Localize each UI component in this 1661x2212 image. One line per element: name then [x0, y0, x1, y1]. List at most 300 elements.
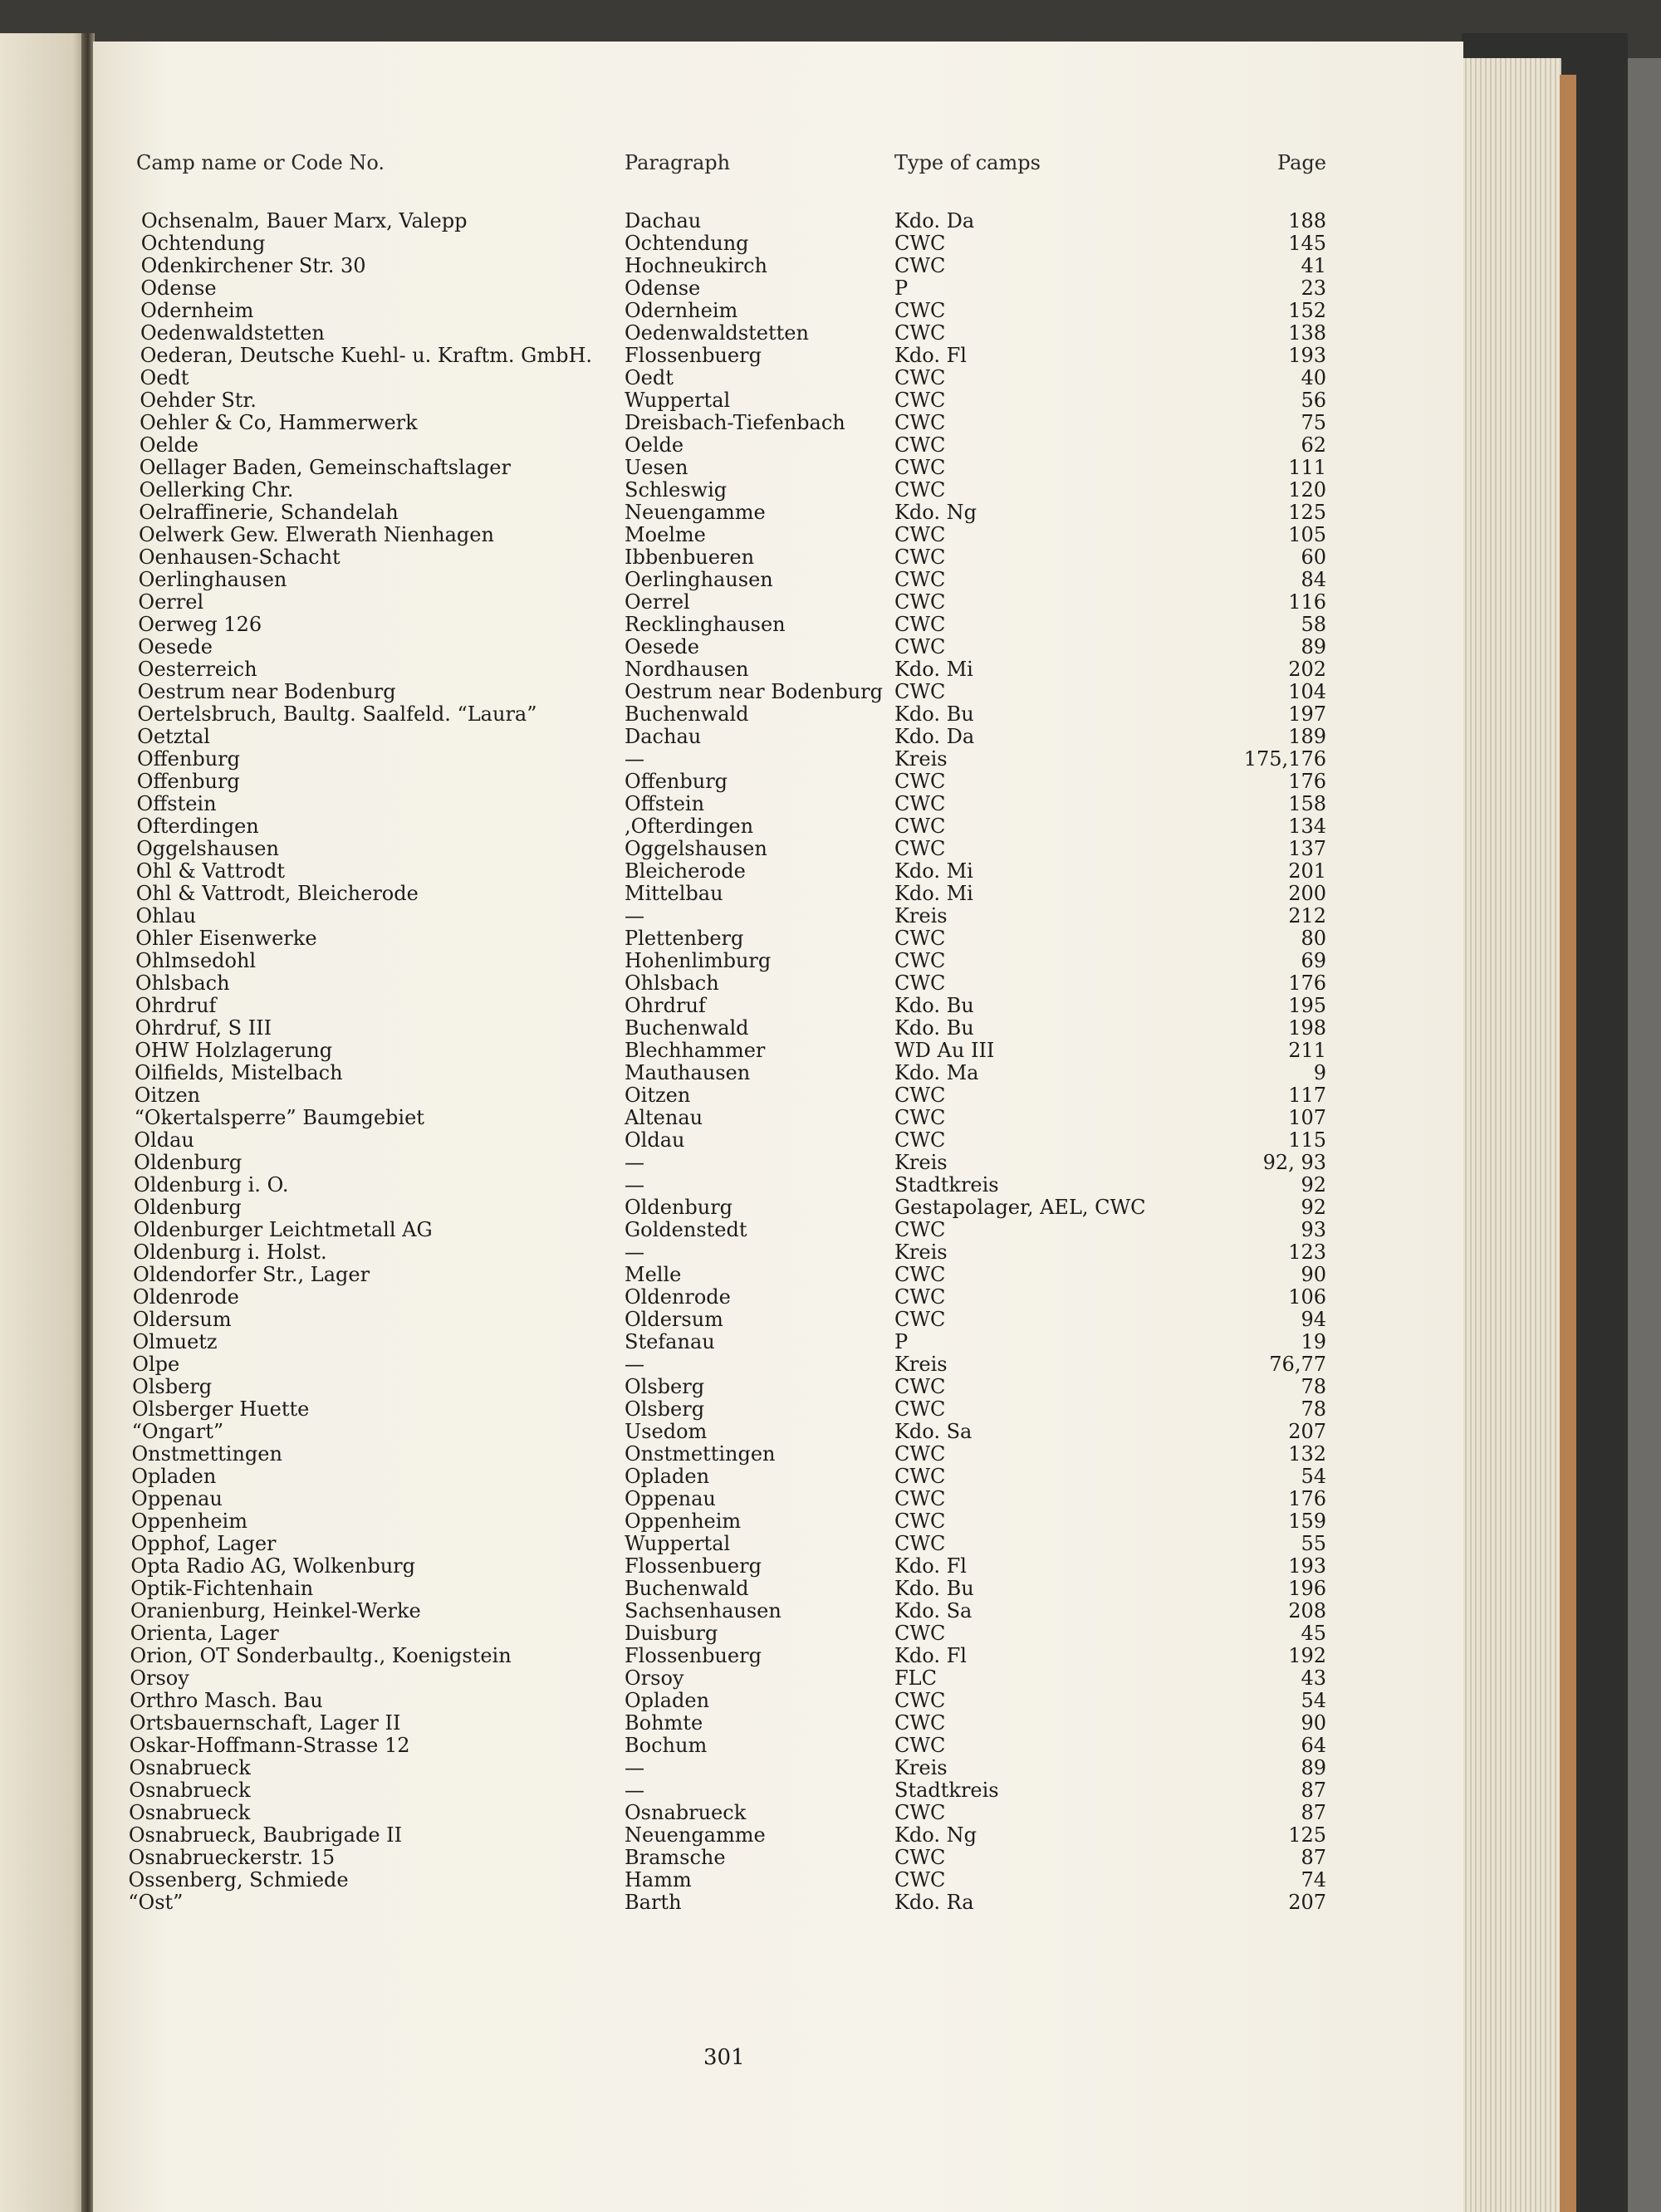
paragraph: Schleswig — [625, 478, 728, 502]
paragraph: Olsberg — [625, 1397, 705, 1421]
camp-type: CWC — [894, 1308, 946, 1331]
camp-type: CWC — [894, 389, 946, 412]
camp-name: Oppenau — [131, 1487, 223, 1510]
table-row — [93, 1869, 1463, 1891]
page-ref: 58 — [1301, 613, 1326, 636]
camp-type: CWC — [894, 971, 946, 995]
paragraph: Oggelshausen — [625, 837, 767, 860]
camp-name: Ohler Eisenwerke — [135, 927, 317, 950]
page-ref: 93 — [1301, 1218, 1326, 1241]
page-ref: 176 — [1288, 971, 1326, 995]
table-row — [93, 1286, 1463, 1309]
table-header — [93, 152, 1463, 174]
page-ref: 176 — [1288, 1487, 1326, 1510]
page-ref: 192 — [1288, 1644, 1326, 1667]
camp-type: Kdo. Ng — [894, 1823, 977, 1847]
paragraph: Hochneukirch — [625, 254, 767, 277]
left-page — [0, 33, 91, 2212]
paragraph: Flossenbuerg — [625, 344, 762, 367]
page-ref: 41 — [1301, 254, 1326, 277]
table-row — [93, 1488, 1463, 1510]
paragraph: ,Ofterdingen — [625, 815, 754, 838]
table-row — [93, 345, 1463, 367]
table-row — [93, 905, 1463, 927]
table-row — [93, 1645, 1463, 1667]
camp-type: CWC — [894, 837, 946, 860]
camp-name: Ohlmsedohl — [135, 949, 257, 972]
camp-name: OHW Holzlagerung — [135, 1039, 333, 1062]
camp-type: CWC — [894, 523, 946, 546]
camp-name: Oelde — [139, 433, 199, 457]
table-row — [93, 322, 1463, 345]
paragraph: Orsoy — [625, 1666, 684, 1690]
camp-type: CWC — [894, 1487, 946, 1510]
camp-type: CWC — [894, 1128, 946, 1152]
camp-name: Oedt — [140, 366, 189, 389]
paragraph: Mauthausen — [625, 1061, 751, 1084]
paragraph: — — [625, 1353, 644, 1376]
page-ref: 84 — [1301, 568, 1326, 591]
camp-type: Kdo. Sa — [894, 1420, 973, 1443]
page-ref: 64 — [1301, 1734, 1326, 1757]
page-ref: 60 — [1301, 546, 1326, 569]
page-ref: 138 — [1288, 321, 1326, 345]
page-ref: 212 — [1288, 904, 1326, 927]
camp-name: Olsberger Huette — [131, 1397, 310, 1421]
camp-name: Opphof, Lager — [130, 1532, 277, 1555]
table-row — [93, 502, 1463, 524]
page-ref: 111 — [1288, 456, 1326, 479]
camp-name: Oldendorfer Str., Lager — [133, 1263, 370, 1286]
camp-type: WD Au III — [894, 1039, 995, 1062]
table-row — [93, 972, 1463, 995]
camp-type: Kdo. Sa — [894, 1599, 973, 1622]
table-row — [93, 950, 1463, 972]
camp-name: Oldenburg — [134, 1151, 243, 1174]
paragraph: Plettenberg — [625, 927, 744, 950]
table-row — [93, 1824, 1463, 1847]
page-ref: 115 — [1288, 1128, 1326, 1152]
table-row — [93, 726, 1463, 748]
page-ref: 132 — [1288, 1442, 1326, 1466]
table-row — [93, 232, 1463, 255]
camp-type: Gestapolager, AEL, CWC — [894, 1196, 1146, 1219]
paragraph: Melle — [625, 1263, 682, 1286]
camp-name: Optik-Fichtenhain — [130, 1577, 314, 1600]
paragraph: Dachau — [625, 725, 702, 748]
page-ref: 56 — [1301, 389, 1326, 412]
table-row — [93, 927, 1463, 950]
camp-name: Oldenburg — [133, 1196, 242, 1219]
paragraph: Dreisbach-Tiefenbach — [625, 411, 845, 434]
table-row — [93, 1690, 1463, 1712]
camp-type: Kdo. Bu — [894, 702, 974, 726]
page-ref: 193 — [1288, 1554, 1326, 1578]
table-row — [93, 300, 1463, 322]
camp-name: Odense — [140, 276, 217, 300]
paragraph: Stefanau — [625, 1330, 715, 1353]
camp-type: CWC — [894, 1263, 946, 1286]
paragraph: Altenau — [625, 1106, 703, 1129]
camp-name: Oerrel — [138, 590, 204, 614]
camp-type: CWC — [894, 1689, 946, 1712]
table-row — [93, 1017, 1463, 1040]
page-ref: 193 — [1288, 344, 1326, 367]
paragraph: Wuppertal — [625, 1532, 731, 1555]
camp-name: Oesede — [138, 635, 213, 658]
camp-name: Onstmettingen — [131, 1442, 282, 1466]
camp-type: Kdo. Fl — [894, 344, 967, 367]
paragraph: — — [625, 1756, 644, 1779]
paragraph: Oldau — [625, 1128, 685, 1152]
paragraph: Oestrum near Bodenburg — [625, 680, 883, 703]
page-ref: 125 — [1288, 501, 1326, 524]
table-row — [93, 412, 1463, 434]
page-ref: 201 — [1288, 859, 1326, 883]
paragraph: Offenburg — [625, 770, 728, 793]
camp-type: CWC — [894, 770, 946, 793]
camp-name: Oehler & Co, Hammerwerk — [140, 411, 418, 434]
paragraph: Nordhausen — [625, 658, 749, 681]
paragraph: Bochum — [625, 1734, 708, 1757]
camp-name: Oesterreich — [137, 658, 257, 681]
paragraph: Neuengamme — [625, 501, 766, 524]
camp-name: Oerlinghausen — [138, 568, 287, 591]
camp-type: P — [894, 276, 909, 300]
camp-name: Oehder Str. — [140, 389, 257, 412]
paragraph: Ohrdruf — [625, 994, 706, 1017]
camp-type: CWC — [894, 1106, 946, 1129]
paragraph: Oppenau — [625, 1487, 716, 1510]
page-ref: 92 — [1301, 1196, 1326, 1219]
page-ref: 176 — [1288, 770, 1326, 793]
table-row — [93, 1084, 1463, 1107]
page-ref: 145 — [1288, 232, 1326, 255]
table-row — [93, 681, 1463, 703]
page-ref: 116 — [1288, 590, 1326, 614]
paragraph: Sachsenhausen — [625, 1599, 782, 1622]
table-row — [93, 1421, 1463, 1443]
page-ref: 92, 93 — [1262, 1151, 1326, 1174]
camp-type: CWC — [894, 1734, 946, 1757]
paragraph: Oerrel — [625, 590, 690, 614]
table-row — [93, 1578, 1463, 1600]
page-ref: 195 — [1288, 994, 1326, 1017]
table-row — [93, 838, 1463, 860]
paragraph: Oedenwaldstetten — [625, 321, 809, 345]
page-number: 301 — [703, 2045, 745, 2070]
page-ref: 78 — [1301, 1397, 1326, 1421]
page-ref: 87 — [1301, 1801, 1326, 1824]
page-ref: 117 — [1288, 1084, 1326, 1107]
camp-type: CWC — [894, 792, 946, 815]
page-ref: 208 — [1288, 1599, 1326, 1622]
table-row — [93, 1174, 1463, 1197]
table-row — [93, 703, 1463, 726]
paragraph: Oelde — [625, 433, 684, 457]
paragraph: Oedt — [625, 366, 674, 389]
book-page — [93, 42, 1463, 2212]
table-row — [93, 367, 1463, 389]
page-ref: 92 — [1301, 1173, 1326, 1197]
paragraph: Odernheim — [625, 299, 738, 322]
page-ref: 75 — [1301, 411, 1326, 434]
paragraph: Oppenheim — [625, 1510, 742, 1533]
page-ref: 198 — [1288, 1016, 1326, 1040]
paragraph: Bramsche — [625, 1846, 726, 1869]
camp-type: Kreis — [894, 747, 948, 771]
camp-name: Oetztal — [137, 725, 210, 748]
page-ref: 54 — [1301, 1465, 1326, 1488]
page-ref: 123 — [1288, 1241, 1326, 1264]
paragraph: Oerlinghausen — [625, 568, 773, 591]
paragraph: Wuppertal — [625, 389, 731, 412]
camp-name: Offenburg — [136, 770, 240, 793]
table-row — [93, 434, 1463, 457]
page-ref: 43 — [1301, 1666, 1326, 1690]
page-ref: 45 — [1301, 1622, 1326, 1645]
camp-name: Oldersum — [132, 1308, 232, 1331]
paragraph: — — [625, 904, 644, 927]
page-ref: 23 — [1301, 276, 1326, 300]
table-row — [93, 1264, 1463, 1286]
paragraph: Osnabrueck — [625, 1801, 747, 1824]
camp-name: Orthro Masch. Bau — [130, 1689, 323, 1712]
page-ref: 87 — [1301, 1846, 1326, 1869]
table-row — [93, 1309, 1463, 1331]
camp-name: Ochsenalm, Bauer Marx, Valepp — [141, 209, 468, 232]
camp-type: CWC — [894, 254, 946, 277]
camp-type: Kreis — [894, 1241, 948, 1264]
camp-type: CWC — [894, 1397, 946, 1421]
table-row — [93, 255, 1463, 277]
camp-name: “Ongart” — [131, 1420, 224, 1443]
paragraph: Barth — [625, 1891, 682, 1914]
camp-type: CWC — [894, 1465, 946, 1488]
camp-name: Ortsbauernschaft, Lager II — [129, 1711, 401, 1735]
camp-type: CWC — [894, 1532, 946, 1555]
table-row — [93, 1533, 1463, 1555]
table-row — [93, 479, 1463, 502]
camp-type: Stadtkreis — [894, 1779, 999, 1802]
camp-type: CWC — [894, 1375, 946, 1398]
paragraph: Oldenburg — [625, 1196, 733, 1219]
table-row — [93, 1891, 1463, 1914]
camp-type: CWC — [894, 1285, 946, 1309]
camp-type: CWC — [894, 927, 946, 950]
page-ref: 104 — [1288, 680, 1326, 703]
page-ref: 202 — [1288, 658, 1326, 681]
camp-type: CWC — [894, 433, 946, 457]
table-row — [93, 210, 1463, 232]
header-type: Type of camps — [894, 151, 1041, 174]
camp-type: CWC — [894, 232, 946, 255]
page-ref: 137 — [1288, 837, 1326, 860]
paragraph: Blechhammer — [625, 1039, 766, 1062]
page-ref: 55 — [1301, 1532, 1326, 1555]
table-row — [93, 1622, 1463, 1645]
table-row — [93, 793, 1463, 815]
page-ref: 152 — [1288, 299, 1326, 322]
camp-type: CWC — [894, 949, 946, 972]
page-ref: 175,176 — [1243, 747, 1326, 771]
table-row — [93, 1376, 1463, 1398]
camp-name: Oranienburg, Heinkel-Werke — [130, 1599, 421, 1622]
camp-name: Offenburg — [136, 747, 240, 771]
table-row — [93, 1331, 1463, 1353]
header-camp-name: Camp name or Code No. — [136, 151, 385, 174]
paragraph: Olsberg — [625, 1375, 705, 1398]
camp-type: CWC — [894, 546, 946, 569]
camp-name: Oertelsbruch, Baultg. Saalfeld. “Laura” — [137, 702, 537, 726]
paragraph: Uesen — [625, 456, 688, 479]
camp-name: Oilfields, Mistelbach — [135, 1061, 343, 1084]
paragraph: — — [625, 1241, 644, 1264]
paragraph: Neuengamme — [625, 1823, 766, 1847]
table-row — [93, 1241, 1463, 1264]
camp-type: Kdo. Ma — [894, 1061, 979, 1084]
paragraph: Duisburg — [625, 1622, 718, 1645]
table-row — [93, 636, 1463, 658]
table-row — [93, 1353, 1463, 1376]
page-ref: 90 — [1301, 1263, 1326, 1286]
page-ref: 69 — [1301, 949, 1326, 972]
camp-name: Oldenburg i. O. — [133, 1173, 289, 1197]
camp-name: Oedenwaldstetten — [140, 321, 325, 345]
camp-type: Kdo. Fl — [894, 1644, 967, 1667]
camp-name: Orsoy — [130, 1666, 189, 1690]
page-ref: 106 — [1288, 1285, 1326, 1309]
paragraph: Oldenrode — [625, 1285, 731, 1309]
camp-type: Kdo. Mi — [894, 859, 973, 883]
table-row — [93, 1555, 1463, 1578]
paragraph: — — [625, 1151, 644, 1174]
paragraph: Oesede — [625, 635, 699, 658]
table-row — [93, 815, 1463, 838]
header-paragraph: Paragraph — [625, 151, 731, 174]
page-ref: 62 — [1301, 433, 1326, 457]
table-row — [93, 771, 1463, 793]
page-ref: 94 — [1301, 1308, 1326, 1331]
camp-name: Oldenburg i. Holst. — [133, 1241, 327, 1264]
paragraph: Ibbenbueren — [625, 546, 755, 569]
camp-type: Kdo. Mi — [894, 882, 973, 905]
table-row — [93, 569, 1463, 591]
camp-type: CWC — [894, 1510, 946, 1533]
camp-type: Kdo. Fl — [894, 1554, 967, 1578]
camp-name: Olsberg — [132, 1375, 213, 1398]
table-row — [93, 389, 1463, 412]
table-row — [93, 1667, 1463, 1690]
camp-name: “Okertalsperre” Baumgebiet — [134, 1106, 424, 1129]
page-ref: 80 — [1301, 927, 1326, 950]
camp-name: Oldenburger Leichtmetall AG — [133, 1218, 433, 1241]
camp-type: CWC — [894, 568, 946, 591]
camp-name: Offstein — [136, 792, 217, 815]
table-row — [93, 1757, 1463, 1779]
camp-type: CWC — [894, 456, 946, 479]
camp-type: Stadtkreis — [894, 1173, 999, 1197]
camp-type: CWC — [894, 590, 946, 614]
camp-name: Oskar-Hoffmann-Strasse 12 — [129, 1734, 410, 1757]
paragraph: Recklinghausen — [625, 613, 786, 636]
paragraph: Opladen — [625, 1689, 710, 1712]
page-ref: 78 — [1301, 1375, 1326, 1398]
table-row — [93, 1712, 1463, 1735]
camp-name: Olmuetz — [132, 1330, 218, 1353]
page-ref: 74 — [1301, 1868, 1326, 1891]
paragraph: — — [625, 747, 644, 771]
page-ref: 197 — [1288, 702, 1326, 726]
camp-type: CWC — [894, 1218, 946, 1241]
paragraph: Odense — [625, 276, 701, 300]
camp-name: Oenhausen-Schacht — [138, 546, 341, 569]
page-ref: 196 — [1288, 1577, 1326, 1600]
camp-type: Kdo. Bu — [894, 994, 974, 1017]
camp-name: Oederan, Deutsche Kuehl- u. Kraftm. GmbH. — [140, 344, 593, 367]
table-row — [93, 658, 1463, 681]
camp-name: Ohrdruf, S III — [135, 1016, 272, 1040]
camp-name: Ohl & Vattrodt — [135, 859, 285, 883]
camp-type: CWC — [894, 1084, 946, 1107]
page-ref: 207 — [1288, 1420, 1326, 1443]
page-ref: 89 — [1301, 1756, 1326, 1779]
paragraph: Flossenbuerg — [625, 1554, 762, 1578]
camp-type: CWC — [894, 1801, 946, 1824]
camp-type: CWC — [894, 1846, 946, 1869]
page-ref: 40 — [1301, 366, 1326, 389]
camp-type: CWC — [894, 478, 946, 502]
camp-name: Oelwerk Gew. Elwerath Nienhagen — [139, 523, 494, 546]
paragraph: Bleicherode — [625, 859, 746, 883]
paragraph: Bohmte — [625, 1711, 703, 1735]
camp-type: Kdo. Bu — [894, 1016, 974, 1040]
paragraph: Hamm — [625, 1868, 692, 1891]
table-row — [93, 1129, 1463, 1152]
table-row — [93, 1398, 1463, 1421]
camp-name: Osnabrueckerstr. 15 — [128, 1846, 336, 1869]
camp-type: CWC — [894, 1868, 946, 1891]
paragraph: — — [625, 1173, 644, 1197]
table-row — [93, 883, 1463, 905]
camp-name: Oggelshausen — [136, 837, 279, 860]
page-ref: 188 — [1288, 209, 1326, 232]
paragraph: Buchenwald — [625, 702, 749, 726]
page-ref: 90 — [1301, 1711, 1326, 1735]
camp-name: Oellerking Chr. — [139, 478, 294, 502]
camp-name: Orienta, Lager — [130, 1622, 279, 1645]
page-ref: 125 — [1288, 1823, 1326, 1847]
paragraph: Ochtendung — [625, 232, 749, 255]
camp-name: Oldau — [134, 1128, 194, 1152]
camp-name: Oppenheim — [130, 1510, 247, 1533]
camp-name: Opta Radio AG, Wolkenburg — [130, 1554, 415, 1578]
table-row — [93, 1600, 1463, 1622]
page-ref: 87 — [1301, 1779, 1326, 1802]
camp-name: Ohlsbach — [135, 971, 230, 995]
paragraph: Buchenwald — [625, 1577, 749, 1600]
table-row — [93, 1510, 1463, 1533]
table-row — [93, 457, 1463, 479]
camp-name: Odenkirchener Str. 30 — [140, 254, 366, 277]
camp-name: Ohl & Vattrodt, Bleicherode — [135, 882, 419, 905]
camp-name: Oitzen — [134, 1084, 201, 1107]
paragraph: Dachau — [625, 209, 702, 232]
paragraph: Moelme — [625, 523, 706, 546]
table-row — [93, 277, 1463, 300]
camp-name: Ohlau — [135, 904, 197, 927]
page-ref: 211 — [1288, 1039, 1326, 1062]
